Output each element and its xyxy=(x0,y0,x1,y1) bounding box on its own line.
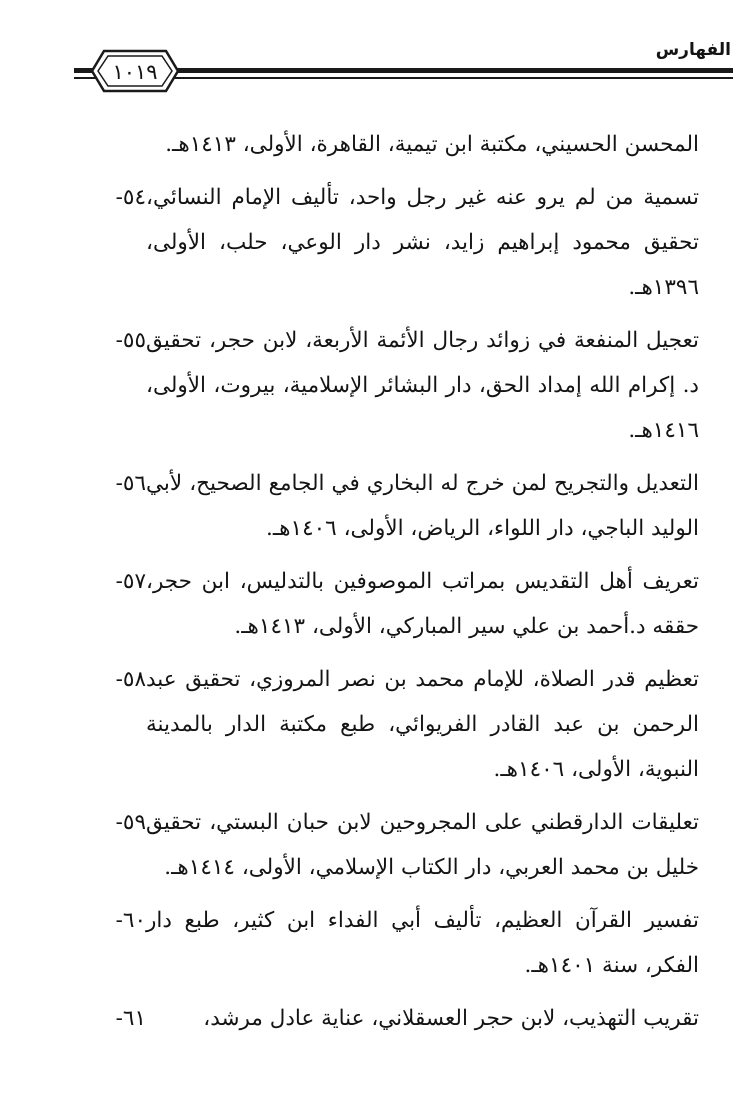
entry-text: تسمية من لم يرو عنه غير رجل واحد، تأليف الإمام النسائي، تحقيق محمود إبراهيم زايد، نشر دار الوعي، حلب، الأولى، ١٣٩٦هـ. xyxy=(146,185,699,300)
page-header xyxy=(0,0,747,110)
header-rule-thick xyxy=(173,68,733,73)
header-rule-thin xyxy=(173,77,733,79)
bibliography-entry xyxy=(76,318,699,453)
continued-entry-text: المحسن الحسيني، مكتبة ابن تيمية، القاهرة، الأولى، ١٤١٣هـ. xyxy=(165,132,699,157)
bibliography-entry xyxy=(76,175,699,310)
entry-number: ٦١- xyxy=(115,1006,146,1031)
entry-text: تعليقات الدارقطني على المجروحين لابن حبان البستي، تحقيق خليل بن محمد العربي، دار الكتاب الإسلامي، الأولى، ١٤١٤هـ. xyxy=(146,810,699,880)
bibliography-entry xyxy=(76,800,699,890)
entry-number: ٦٠- xyxy=(115,908,146,933)
entry-text: تعجيل المنفعة في زوائد رجال الأئمة الأربعة، لابن حجر، تحقيق د. إكرام الله إمداد الحق، دار البشائر الإسلامية، بيروت، الأولى، ١٤١٦هـ. xyxy=(146,328,699,443)
entry-number: ٥٤- xyxy=(115,185,146,210)
entry-number: ٥٧- xyxy=(115,569,146,594)
bibliography-entry xyxy=(76,996,699,1041)
bibliography-entry xyxy=(76,559,699,649)
entry-text: تعريف أهل التقديس بمراتب الموصوفين بالتدليس، ابن حجر، حققه د.أحمد بن علي سير المباركي، الأولى، ١٤١٣هـ. xyxy=(146,569,699,639)
entry-number: ٥٨- xyxy=(115,667,146,692)
bibliography-entry xyxy=(76,657,699,792)
running-header-title: الفهارس xyxy=(655,40,731,60)
bibliography-entry xyxy=(76,898,699,988)
entry-text: تعظيم قدر الصلاة، للإمام محمد بن نصر المروزي، تحقيق عبد الرحمن بن عبد القادر الفريوائي، طبع مكتبة الدار بالمدينة النبوية، الأولى، ١٤٠٦هـ. xyxy=(146,667,699,782)
page-number: ١٠١٩ xyxy=(112,60,158,84)
entry-text: تفسير القرآن العظيم، تأليف أبي الفداء ابن كثير، طبع دار الفكر، سنة ١٤٠١هـ. xyxy=(146,908,699,978)
entry-number: ٥٦- xyxy=(115,471,146,496)
entry-number: ٥٩- xyxy=(115,810,146,835)
entry-number: ٥٥- xyxy=(115,328,146,353)
bibliography-entry xyxy=(76,461,699,551)
entry-text: تقريب التهذيب، لابن حجر العسقلاني، عناية عادل مرشد، xyxy=(203,1006,699,1031)
entry-text: التعديل والتجريح لمن خرج له البخاري في الجامع الصحيح، لأبي الوليد الباجي، دار اللواء، الرياض، الأولى، ١٤٠٦هـ. xyxy=(146,471,699,541)
bibliography-list xyxy=(76,122,699,1049)
